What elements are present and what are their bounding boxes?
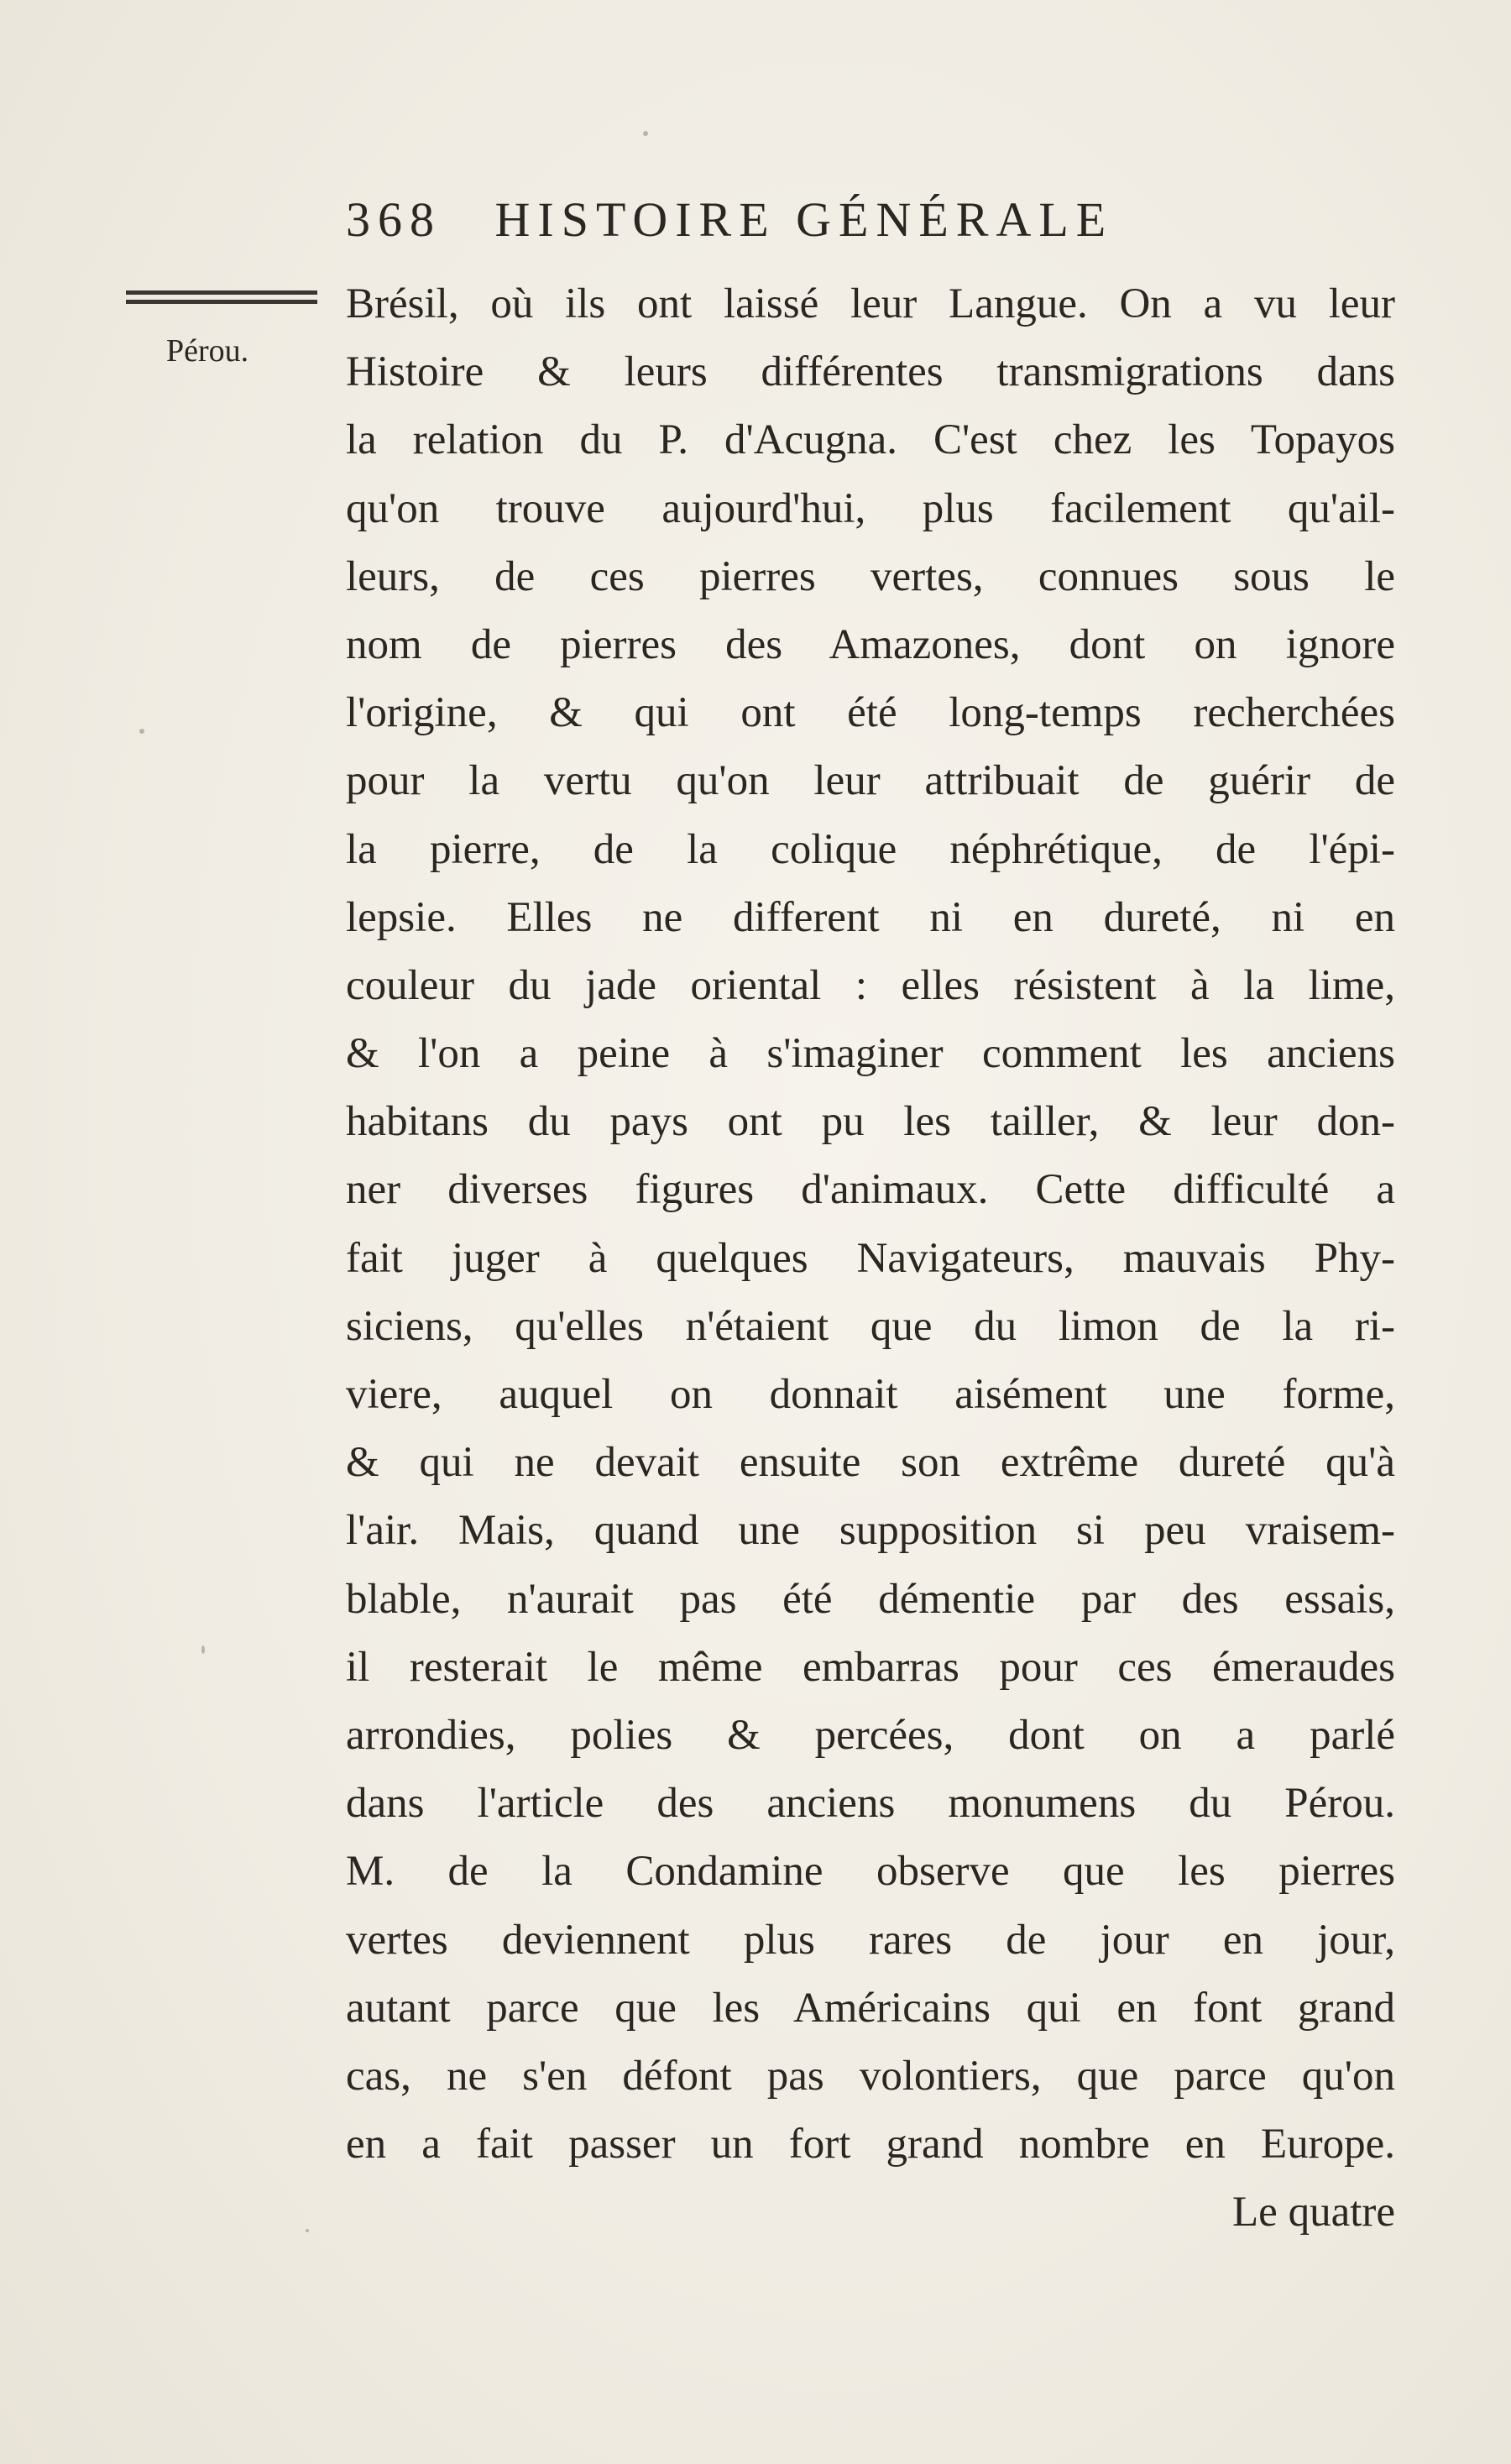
paper-speck bbox=[306, 2229, 309, 2232]
text-line: vertes deviennent plus rares de jour en jour, bbox=[346, 1916, 1395, 1964]
margin-rule bbox=[126, 290, 317, 304]
running-title: HISTOIRE GÉNÉRALE bbox=[494, 192, 1114, 247]
text-line: & qui ne devait ensuite son extrême dureté qu'à bbox=[346, 1439, 1395, 1487]
text-line: l'origine, & qui ont été long-temps recherchées bbox=[346, 689, 1395, 737]
text-line: leurs, de ces pierres vertes, connues sous le bbox=[346, 552, 1395, 600]
text-line: fait juger à quelques Navigateurs, mauvais Phy- bbox=[346, 1234, 1395, 1282]
paper-speck bbox=[139, 729, 144, 734]
text-line: pour la vertu qu'on leur attribuait de guérir de bbox=[346, 757, 1395, 805]
text-line: dans l'article des anciens monumens du Pérou. bbox=[346, 1780, 1395, 1828]
text-line: habitans du pays ont pu les tailler, & leur don- bbox=[346, 1098, 1395, 1146]
text-line: arrondies, polies & percées, dont on a parlé bbox=[346, 1711, 1395, 1759]
paper-speck bbox=[643, 131, 648, 136]
text-line: cas, ne s'en défont pas volontiers, que parce qu'on bbox=[346, 2052, 1395, 2100]
text-line: qu'on trouve aujourd'hui, plus facilement qu'ail- bbox=[346, 484, 1395, 532]
text-line: la relation du P. d'Acugna. C'est chez les Topayos bbox=[346, 416, 1395, 464]
text-line: nom de pierres des Amazones, dont on ignore bbox=[346, 620, 1395, 668]
text-line: Histoire & leurs différentes transmigrations dans bbox=[346, 348, 1395, 396]
text-line: couleur du jade oriental : elles résistent à la lime, bbox=[346, 961, 1395, 1009]
text-line: viere, auquel on donnait aisément une forme, bbox=[346, 1371, 1395, 1418]
text-line: blable, n'aurait pas été démentie par des essais, bbox=[346, 1575, 1395, 1623]
catchword: Le quatre bbox=[1232, 2189, 1395, 2236]
text-line: la pierre, de la colique néphrétique, de l'épi- bbox=[346, 825, 1395, 873]
text-line: lepsie. Elles ne different ni en dureté, ni en bbox=[346, 893, 1395, 941]
text-line: l'air. Mais, quand une supposition si peu vraisem- bbox=[346, 1507, 1395, 1555]
text-line: siciens, qu'elles n'étaient que du limon de la ri- bbox=[346, 1302, 1395, 1350]
running-head bbox=[346, 191, 1269, 250]
margin-note: Pérou. bbox=[166, 333, 249, 369]
paper-speck bbox=[201, 1645, 205, 1654]
text-line: & l'on a peine à s'imaginer comment les anciens bbox=[346, 1030, 1395, 1078]
text-line: ner diverses figures d'animaux. Cette difficulté a bbox=[346, 1166, 1395, 1214]
text-line: Brésil, où ils ont laissé leur Langue. On a vu leur bbox=[346, 280, 1395, 327]
body-text bbox=[346, 270, 1395, 2247]
page-number: 368 bbox=[346, 192, 442, 247]
text-line: autant parce que les Américains qui en font grand bbox=[346, 1984, 1395, 2032]
text-line: M. de la Condamine observe que les pierres bbox=[346, 1848, 1395, 1896]
text-line: en a fait passer un fort grand nombre en Europe. bbox=[346, 2121, 1395, 2168]
text-line: il resterait le même embarras pour ces émeraudes bbox=[346, 1643, 1395, 1691]
